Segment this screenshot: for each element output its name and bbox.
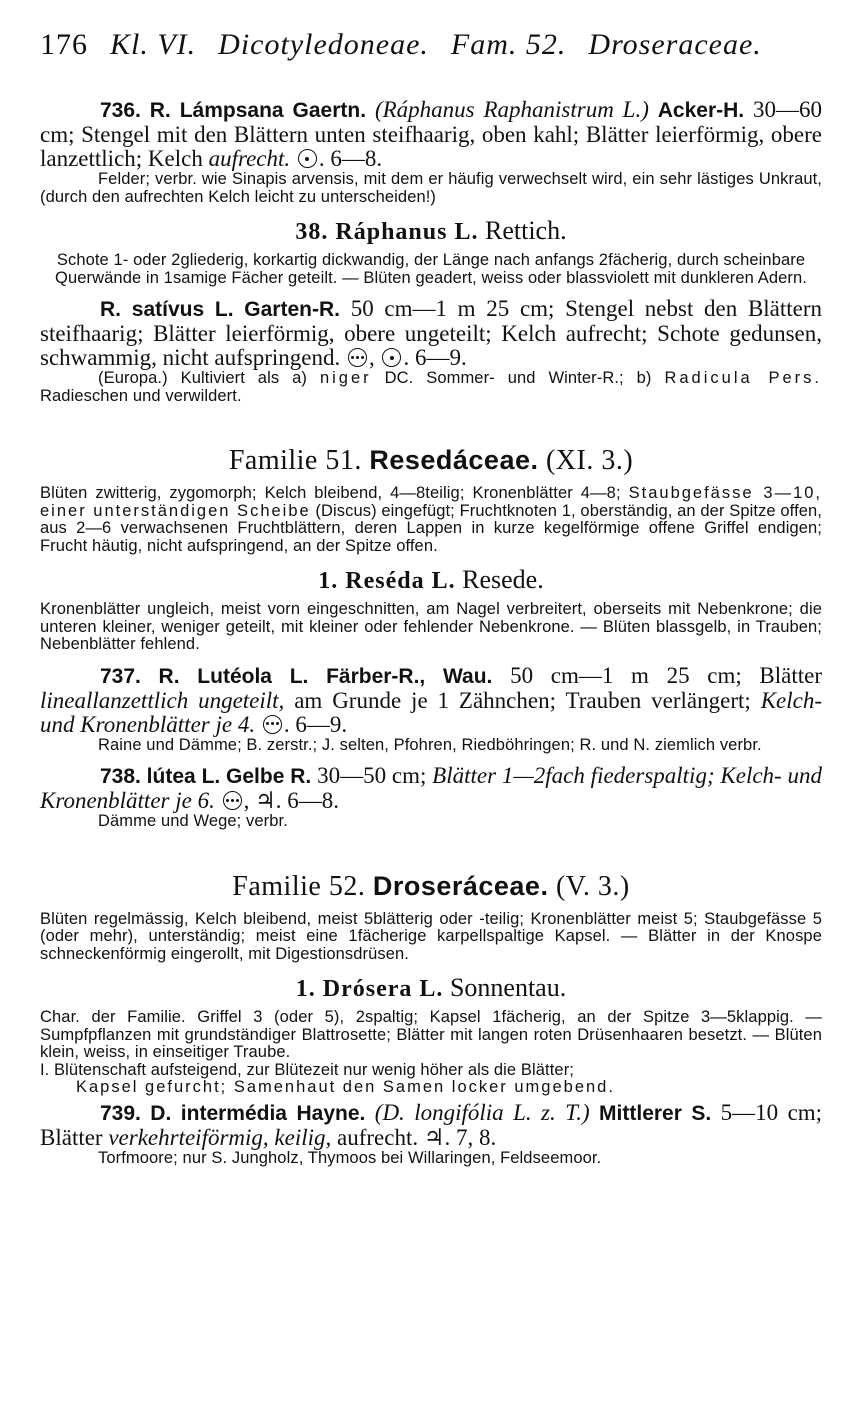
common-name: Acker-H. — [657, 99, 745, 122]
genus-heading: 38. Ráphanus L. — [295, 219, 479, 245]
biennial-symbol-icon — [348, 348, 367, 367]
genus-reseda — [40, 565, 822, 595]
desc-rest: (Discus) eingefügt; Fruchtknoten 1, oberständig, an der Spitze offen, aus 2—6 verwachsenen Fruchtblättern, deren Lappen in kurze kegelförmige offene Griffel endigen; Frucht häutig, nicht aufspringend, an der Spitze offen. — [40, 501, 822, 555]
species-738: 738. lútea L. Gelbe R. 30—50 cm; Blätter 1—2fach fiederspaltig; Kelch- und Kronenblätter je 6. , ♃. 6—8. — [40, 763, 822, 813]
subclass-label: Dicotyledoneae. — [218, 28, 429, 61]
family-name: Resedáceae. — [369, 445, 539, 475]
desc-line: Blüten zwitterig, zygomorph; Kelch bleibend, 4—8teilig; Kronenblätter 4—8; — [40, 484, 621, 502]
family-name: Droseraceae. — [588, 28, 762, 61]
description: 50 cm—1 m 25 cm; Blätter — [510, 662, 822, 688]
note-part: DC. Sommer- und Winter-R.; b) — [384, 369, 652, 387]
flowering-time: 6—8. — [330, 146, 383, 171]
genus-drosera — [40, 973, 822, 1003]
description: 30—50 cm; — [317, 763, 427, 788]
common-name: Gelbe R. — [226, 765, 312, 788]
species-sativus-note — [40, 370, 822, 405]
variety-radicula: Radicula Pers. — [664, 369, 823, 387]
biennial-symbol-icon — [263, 715, 282, 734]
note-part: Radieschen und verwildert. — [40, 386, 242, 405]
family-51-description — [40, 485, 822, 555]
common-name: Mittlerer S. — [599, 1101, 712, 1125]
family-name: Droseráceae. — [372, 870, 549, 901]
class-label: Kl. VI. — [110, 28, 197, 61]
flowering-time: 7, 8. — [455, 1124, 497, 1150]
description: 30—60 cm; Stengel mit den Blättern unten steifhaarig, oben kahl; Blätter leierförmig, obere lanzettlich; Kelch — [40, 97, 823, 171]
species-738-note: Dämme und Wege; verbr. — [98, 812, 288, 830]
species-name: R. satívus L. — [100, 298, 234, 321]
species-737: 737. R. Lutéola L. Färber-R., Wau. 50 cm—1 m 25 cm; Blätter lineallanzettlich ungeteilt, am Grunde je 1 Zähnchen; Trauben verlängert; Kelch- und Kronenblätter je 4. . 6—9. — [40, 662, 822, 737]
species-736-note: Felder; verbr. wie Sinapis arvensis, mit dem er häufig verwechselt wird, ein sehr lästiges Unkraut, (durch den aufrechten Kelch leicht zu unterscheiden!) — [40, 170, 822, 206]
desc-spaced: Staubgefässe 3—10, einer unterständigen Scheibe — [40, 484, 823, 520]
description: am Grunde je 1 Zähnchen; Trauben verlängert; — [294, 687, 751, 713]
genus-common-name: Resede. — [462, 565, 544, 594]
species-number: 739. — [100, 1101, 141, 1125]
genus-description: Kronenblätter ungleich, meist vorn eingeschnitten, am Nagel verbreitert, oberseits mit Nebenkrone; die unteren kleiner, weniger geteilt, mit kleiner oder fehlender Nebenkrone. — Blüten blassgelb, in Trauben; Nebenblätter fehlend. — [40, 600, 822, 653]
species-739 — [40, 1101, 822, 1150]
perennial-symbol: ♃. — [423, 1124, 451, 1150]
species-name: R. Lutéola L. — [158, 664, 309, 688]
genus-description: Schote 1- oder 2gliederig, korkartig dickwandig, der Länge nach anfangs 2fächerig, durch scheinbare Querwände in 1samige Fächer geteilt. — Blüten geadert, weiss oder blassviolett mit dunkleren Adern. — [55, 251, 807, 287]
species-sativus: R. satívus L. Garten-R. 50 cm—1 m 25 cm; Stengel nebst den Blättern steifhaarig; Blätter leierförmig, obere ungeteilt; Kelch aufrecht; Schote gedunsen, schwammig, nicht aufspringend. , . 6—9. — [40, 296, 823, 370]
species-736: 736. R. Lámpsana Gaertn. (Ráphanus Raphanistrum L.) Acker-H. 30—60 cm; Stengel mit den Blättern unten steifhaarig, oben kahl; Blätter leierförmig, obere lanzettlich; Kelch aufrecht. . 6—8. — [40, 97, 823, 171]
species-number: 737. — [100, 664, 141, 688]
genus-raphanus — [40, 216, 822, 246]
family-52-heading — [40, 871, 822, 903]
flowering-time: 6—9. — [295, 711, 348, 737]
description-italic: aufrecht. — [208, 146, 291, 171]
description-italic: verkehrteiförmig, keilig, — [108, 1124, 332, 1150]
species-number: 738. — [100, 765, 141, 788]
genus-description: Char. der Familie. Griffel 3 (oder 5), 2spaltig; Kapsel 1fächerig, an der Spitze 3—5klappig. — Sumpfpflanzen mit grundständiger Blattrosette; Blätter mit langen roten Drüsenhaaren besetzt. — Blüten klein, weiss, in einseitiger Traube. — [40, 1008, 822, 1061]
linnaean-class: (XI. 3.) — [545, 445, 634, 476]
variety-niger: niger — [319, 369, 372, 387]
genus-heading: 1. Drósera L. — [295, 976, 444, 1002]
family-51-heading — [40, 445, 822, 477]
key-line-1: I. Blütenschaft aufsteigend, zur Blütezeit nur wenig höher als die Blätter; — [40, 1060, 574, 1079]
description-italic: Kelch- und Kronenblätter je 4. — [40, 687, 822, 737]
linnaean-class: (V. 3.) — [555, 870, 630, 902]
genus-heading: 1. Reséda L. — [318, 568, 456, 594]
species-name: lútea L. — [146, 765, 221, 788]
running-head — [40, 28, 822, 62]
description-italic: Blätter 1—2fach fiederspaltig; Kelch- und Kronenblätter je 6. — [40, 763, 822, 813]
synonym: (Ráphanus Raphanistrum L.) — [374, 97, 649, 122]
species-737-note: Raine und Dämme; B. zerstr.; J. selten, Pfohren, Riedböhringen; R. und N. ziemlich verbr. — [98, 735, 762, 754]
flowering-time: 6—8. — [287, 788, 339, 813]
perennial-symbol: ♃. — [255, 788, 282, 813]
family-ref: Fam. 52. — [450, 28, 567, 61]
species-name: R. Lámpsana Gaertn. — [149, 99, 367, 122]
note-part: (Europa.) Kultiviert als a) — [98, 369, 308, 387]
species-number: 736. — [100, 99, 141, 122]
annual-symbol-icon — [298, 149, 317, 168]
page-number: 176 — [40, 28, 88, 61]
description: 5—10 cm; Blätter — [40, 1099, 823, 1150]
description: aufrecht. — [337, 1124, 419, 1150]
family-52-description: Blüten regelmässig, Kelch bleibend, meist 5blätterig oder -teilig; Kronenblätter meist 5; Staubgefässe 5 (oder mehr), unterständig; meist eine 1fächerige karpellspaltige Kapsel. — Blätter in der Knospe schneckenförmig eingerollt, mit Digestionsdrüsen. — [40, 909, 822, 963]
genus-common-name: Rettich. — [484, 216, 567, 245]
biennial-symbol-icon — [223, 791, 242, 810]
synonym: (D. longifólia L. z. T.) — [374, 1099, 590, 1125]
genus-common-name: Sonnentau. — [449, 973, 567, 1002]
species-name: D. intermédia Hayne. — [150, 1101, 366, 1125]
species-739-note: Torfmoore; nur S. Jungholz, Thymoos bei Willaringen, Feldseemoor. — [98, 1148, 602, 1167]
flowering-time: 6—9. — [414, 345, 467, 370]
family-label: Familie 51. — [228, 445, 362, 476]
description: 50 cm—1 m 25 cm; Stengel nebst den Blättern steifhaarig; Blätter leierförmig, obere ungeteilt; Kelch aufrecht; Schote gedunsen, schwammig, nicht aufspringend. — [40, 296, 823, 370]
key-line-2: Kapsel gefurcht; Samenhaut den Samen locker umgebend. — [76, 1078, 615, 1096]
common-name: Färber-R., Wau. — [326, 664, 493, 688]
annual-symbol-icon — [382, 348, 401, 367]
family-label: Familie 52. — [232, 870, 366, 902]
common-name: Garten-R. — [244, 298, 340, 321]
description-italic: lineallanzettlich ungeteilt, — [40, 687, 285, 713]
